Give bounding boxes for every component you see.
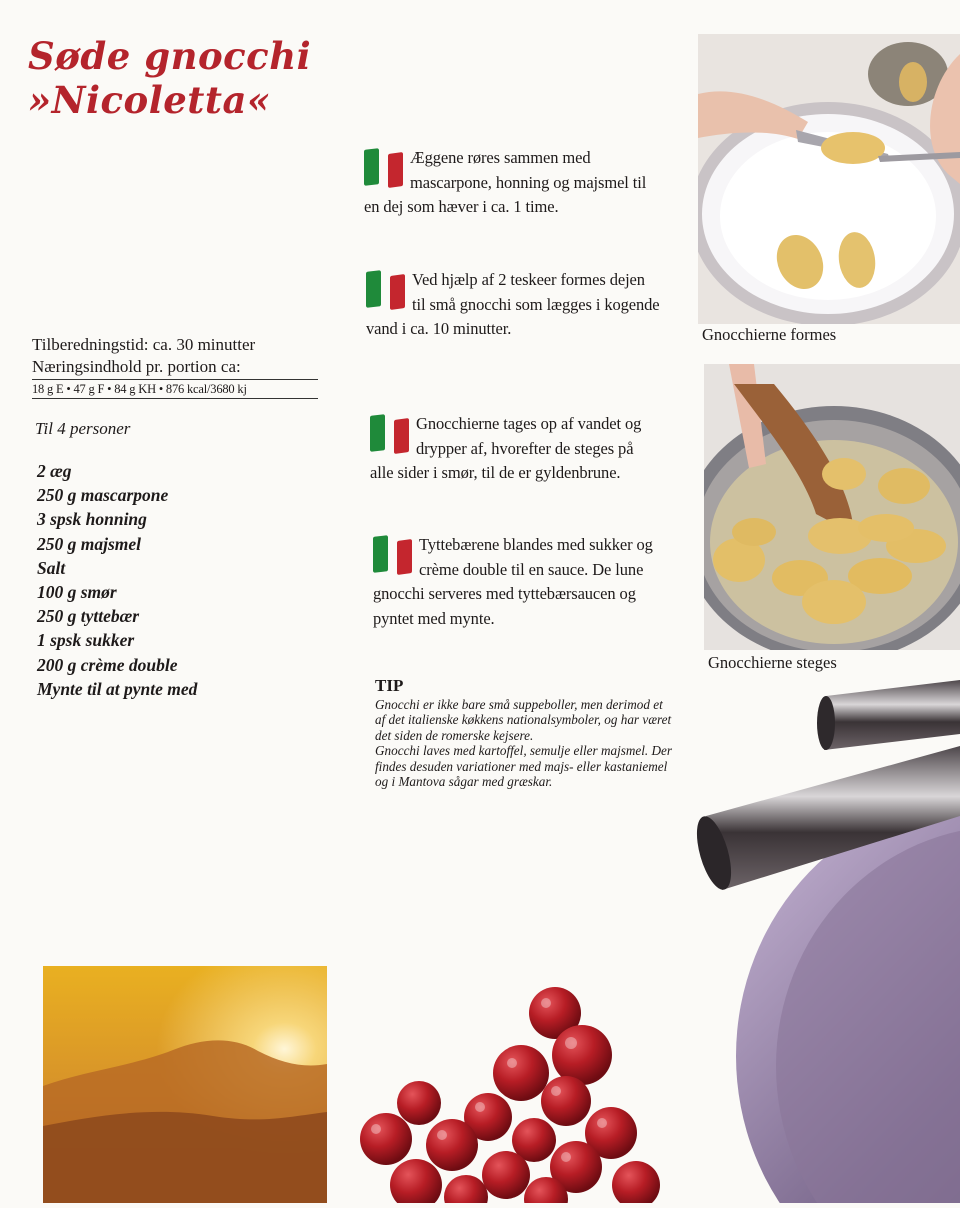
recipe-title <box>28 34 348 122</box>
italian-flag-icon <box>364 149 404 185</box>
tip-heading: TIP <box>375 676 404 695</box>
prep-time: Tilberedningstid: ca. 30 minutter <box>32 335 256 354</box>
photo-sunset-landscape <box>43 966 327 1203</box>
italian-flag-icon <box>366 271 406 307</box>
italian-flag-icon <box>373 536 413 572</box>
ingredient-item: 200 g crème double <box>37 654 178 675</box>
ingredient-item: 250 g mascarpone <box>37 485 169 506</box>
photo-pasta-machine <box>686 676 960 1203</box>
ingredient-list <box>37 459 317 701</box>
step-text: Gnocchierne tages op af vandet og drypper af, hvorefter de steges på alle sider i smør, til de er gyldenbrune. <box>370 414 642 482</box>
servings: Til 4 personer <box>35 419 131 438</box>
step-text: Tyttebærene blandes med sukker og crème double til en sauce. De lune gnocchi serveres med tyttebærsaucen og pyntet med mynte. <box>373 535 653 628</box>
step-3 <box>370 412 646 486</box>
ingredient-item: 250 g majsmel <box>37 533 142 554</box>
photo-forming-gnocchi <box>698 34 960 324</box>
title-line-1: Søde gnocchi <box>28 34 312 78</box>
ingredient-item: 1 spsk sukker <box>37 630 135 651</box>
ingredient-item: 250 g tyttebær <box>37 606 140 627</box>
caption-frying: Gnocchierne steges <box>708 653 837 672</box>
recipe-meta <box>32 334 318 399</box>
nutrition-values: 18 g E • 47 g F • 84 g KH • 876 kcal/3680 kj <box>32 379 318 399</box>
nutrition-label: Næringsindhold pr. portion ca: <box>32 357 241 376</box>
caption-forming: Gnocchierne formes <box>702 325 837 344</box>
ingredient-item: 2 æg <box>37 461 72 481</box>
tip-box <box>375 676 675 789</box>
ingredient-item: 100 g smør <box>37 582 117 603</box>
ingredient-item: 3 spsk honning <box>37 509 147 530</box>
title-line-2: »Nicoletta« <box>28 78 271 122</box>
ingredient-item: Salt <box>37 557 66 578</box>
ingredient-item: Mynte til at pynte med <box>37 678 198 699</box>
step-text: Æggene røres sammen med mascarpone, honning og majsmel til en dej som hæver i ca. 1 time. <box>364 148 647 216</box>
tip-paragraph: Gnocchi er ikke bare små suppeboller, men derimod et af det italienske køkkens nationalsymboler, og har været det siden de romerske kejsere. <box>375 697 672 743</box>
step-4 <box>373 533 653 631</box>
step-1 <box>364 146 660 220</box>
step-2 <box>366 268 662 342</box>
photo-lingonberries <box>356 985 686 1203</box>
step-text: Ved hjælp af 2 teskeer formes dejen til små gnocchi som lægges i kogende vand i ca. 10 minutter. <box>366 270 660 338</box>
tip-paragraph: Gnocchi laves med kartoffel, semulje eller majsmel. Der findes desuden variationer med majs- eller kastaniemel og i Mantova sågar med græskar. <box>375 743 673 790</box>
photo-frying-gnocchi <box>704 364 960 650</box>
italian-flag-icon <box>370 415 410 451</box>
